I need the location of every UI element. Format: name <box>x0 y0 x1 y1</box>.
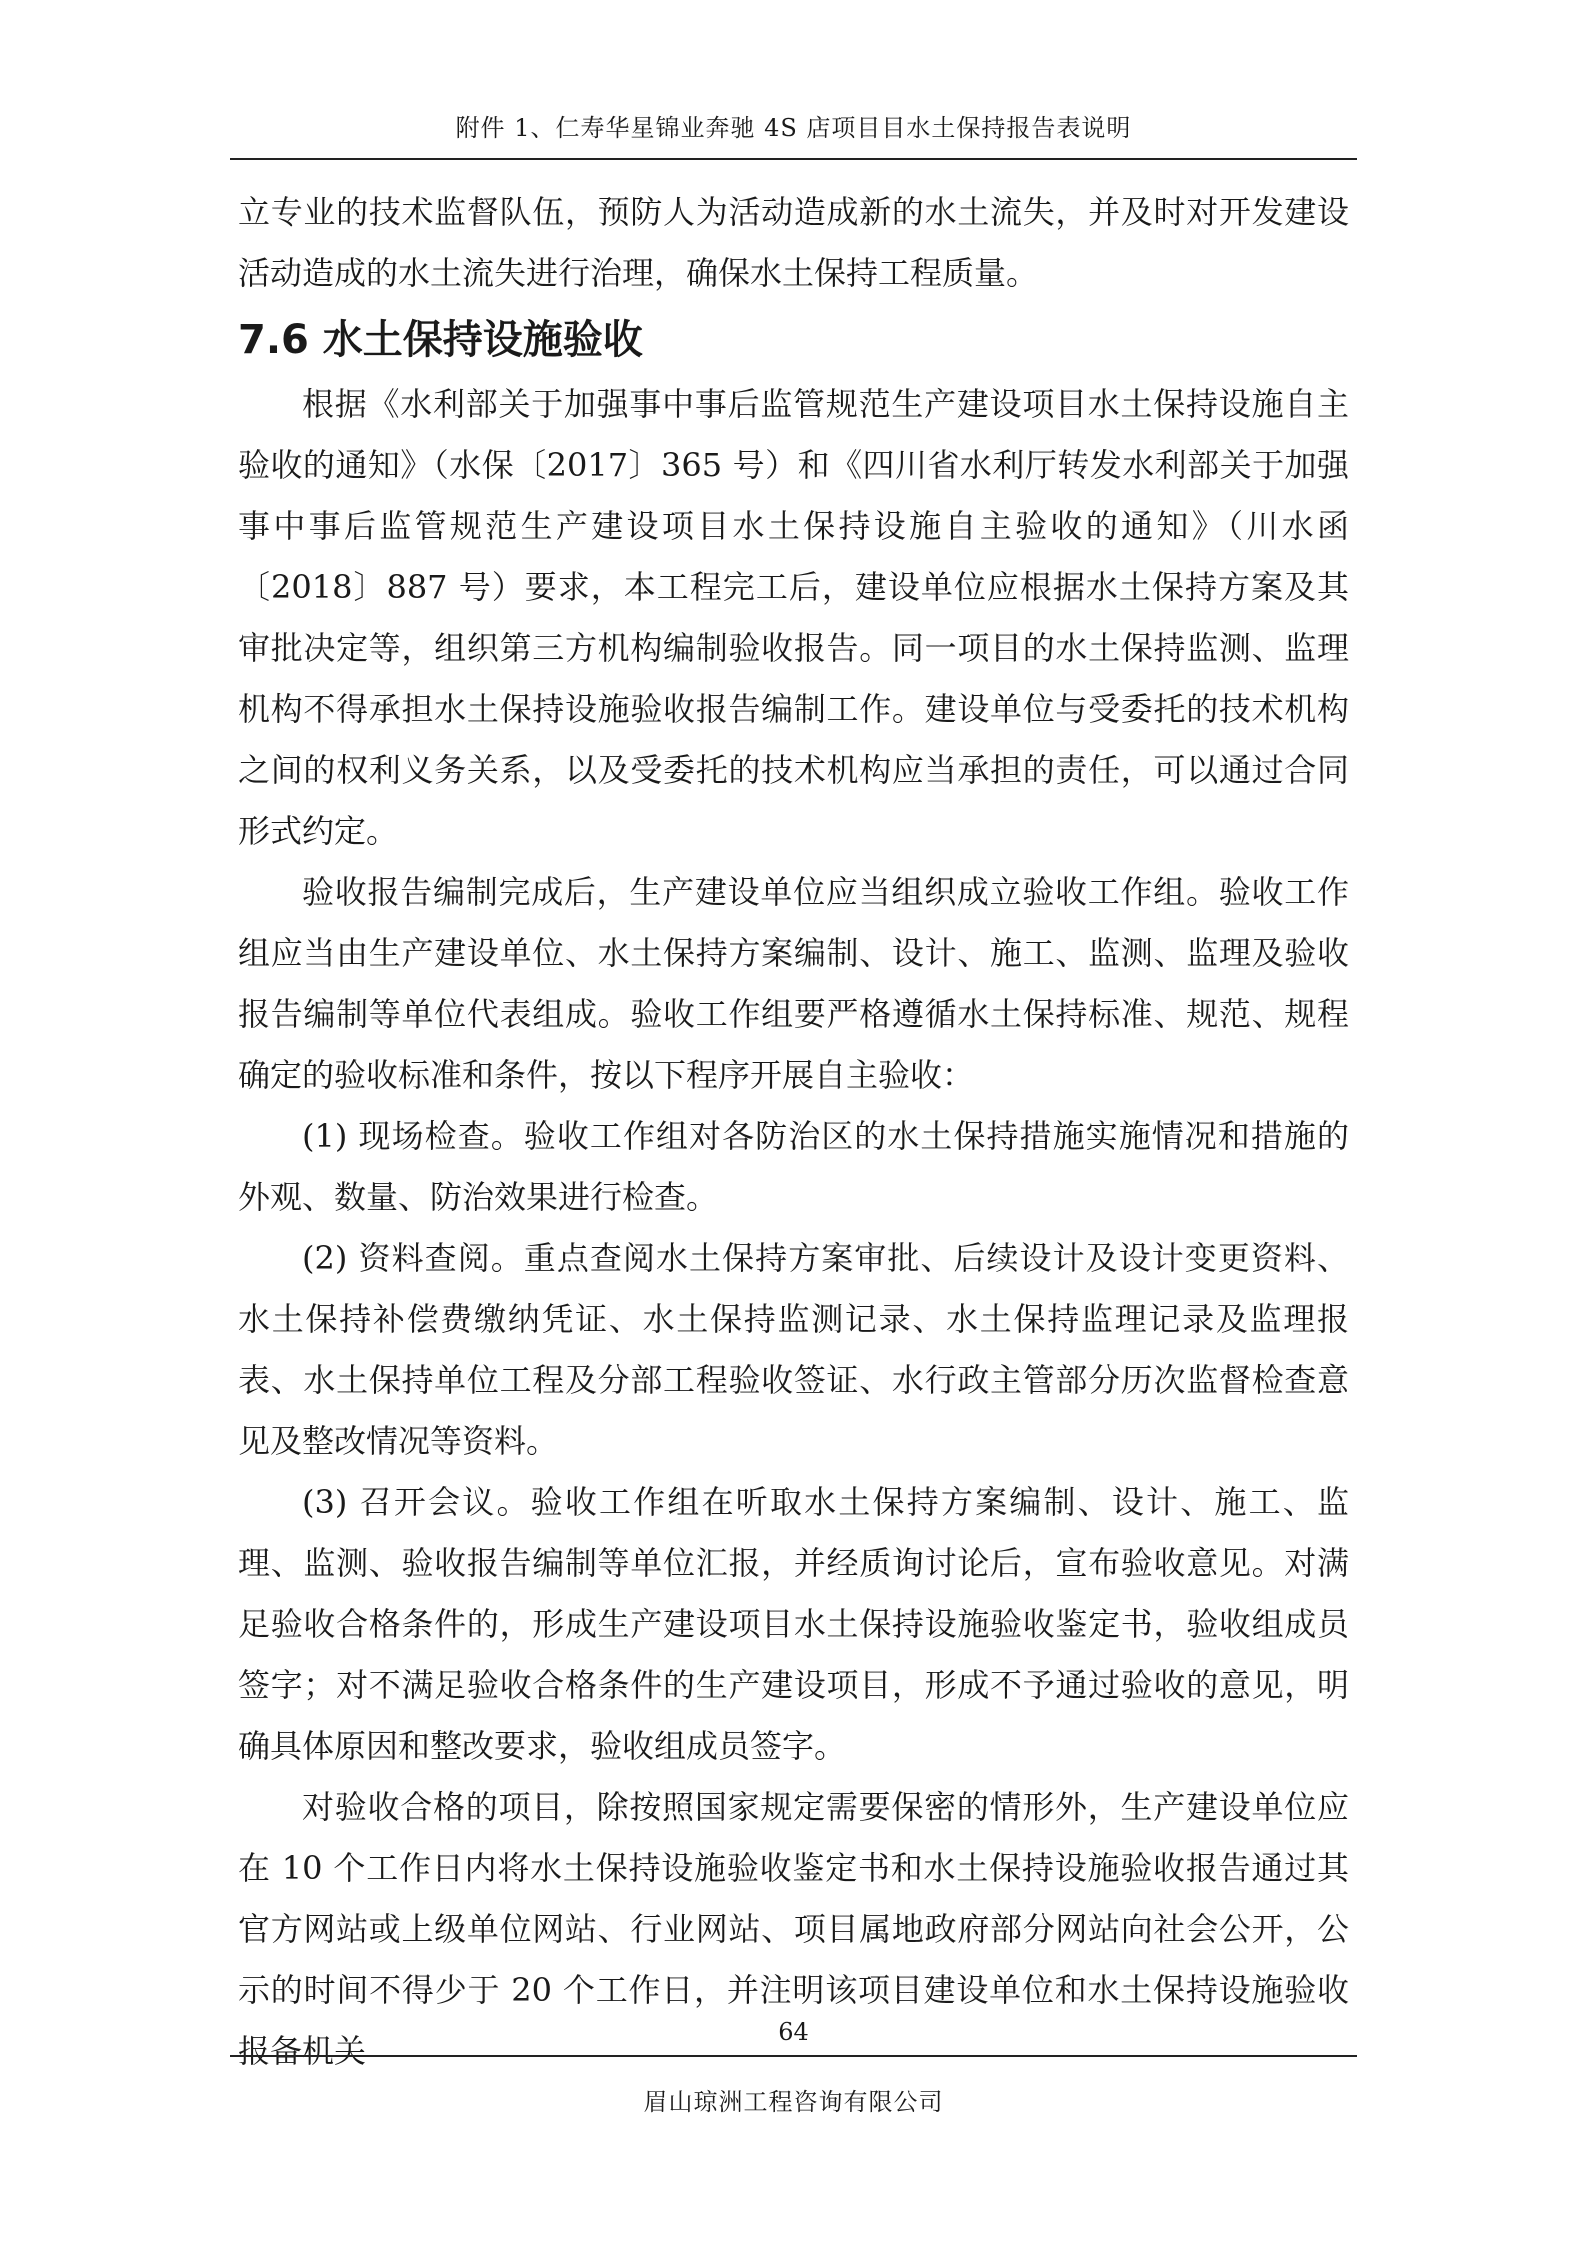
page-number: 64 <box>778 2018 809 2046</box>
paragraph-legal-basis: 根据《水利部关于加强事中事后监管规范生产建设项目水土保持设施自主验收的通知》（水保〔2017〕365 号）和《四川省水利厅转发水利部关于加强事中事后监管规范生产建设项目水土保持设施自主验收的通知》（川水函〔2018〕887 号）要求，本工程完工后，建设单位应根据水土保持方案及其审批决定等，组织第三方机构编制验收报告。同一项目的水土保持监测、监理机构不得承担水土保持设施验收报告编制工作。建设单位与受委托的技术机构之间的权利义务关系，以及受委托的技术机构应当承担的责任，可以通过合同形式约定。 <box>238 385 1349 850</box>
paragraph-meeting: (3) 召开会议。验收工作组在听取水土保持方案编制、设计、施工、监理、监测、验收报告编制等单位汇报，并经质询讨论后，宣布验收意见。对满足验收合格条件的，形成生产建设项目水土保持设施验收鉴定书，验收组成员签字；对不满足验收合格条件的生产建设项目，形成不予通过验收的意见，明确具体原因和整改要求，验收组成员签字。 <box>238 1483 1349 1765</box>
page-header: 附件 1、仁寿华星锦业奔驰 4S 店项目目水土保持报告表说明 <box>455 114 1132 142</box>
footer-company: 眉山琼洲工程咨询有限公司 <box>643 2088 944 2116</box>
paragraph-document-review: (2) 资料查阅。重点查阅水土保持方案审批、后续设计及设计变更资料、水土保持补偿费缴纳凭证、水土保持监测记录、水土保持监理记录及监理报表、水土保持单位工程及分部工程验收签证、水行政主管部分历次监督检查意见及整改情况等资料。 <box>238 1239 1349 1460</box>
continuation-paragraph: 立专业的技术监督队伍，预防人为活动造成新的水土流失，并及时对开发建设活动造成的水土流失进行治理，确保水土保持工程质量。 <box>238 193 1349 292</box>
header-divider <box>230 158 1357 160</box>
paragraph-acceptance-team: 验收报告编制完成后，生产建设单位应当组织成立验收工作组。验收工作组应当由生产建设单位、水土保持方案编制、设计、施工、监测、监理及验收报告编制等单位代表组成。验收工作组要严格遵循水土保持标准、规范、规程确定的验收标准和条件，按以下程序开展自主验收： <box>238 873 1349 1094</box>
footer-divider <box>230 2055 1357 2057</box>
paragraph-publication: 对验收合格的项目，除按照国家规定需要保密的情形外，生产建设单位应在 10 个工作日内将水土保持设施验收鉴定书和水土保持设施验收报告通过其官方网站或上级单位网站、行业网站、项目属地政府部分网站向社会公开，公示的时间不得少于 20 个工作日，并注明该项目建设单位和水土保持设施验收报备机关 <box>238 1788 1349 2070</box>
paragraph-site-inspection: (1) 现场检查。验收工作组对各防治区的水土保持措施实施情况和措施的外观、数量、防治效果进行检查。 <box>238 1117 1349 1216</box>
section-heading: 7.6 水土保持设施验收 <box>238 317 643 363</box>
document-body <box>238 182 1349 2082</box>
